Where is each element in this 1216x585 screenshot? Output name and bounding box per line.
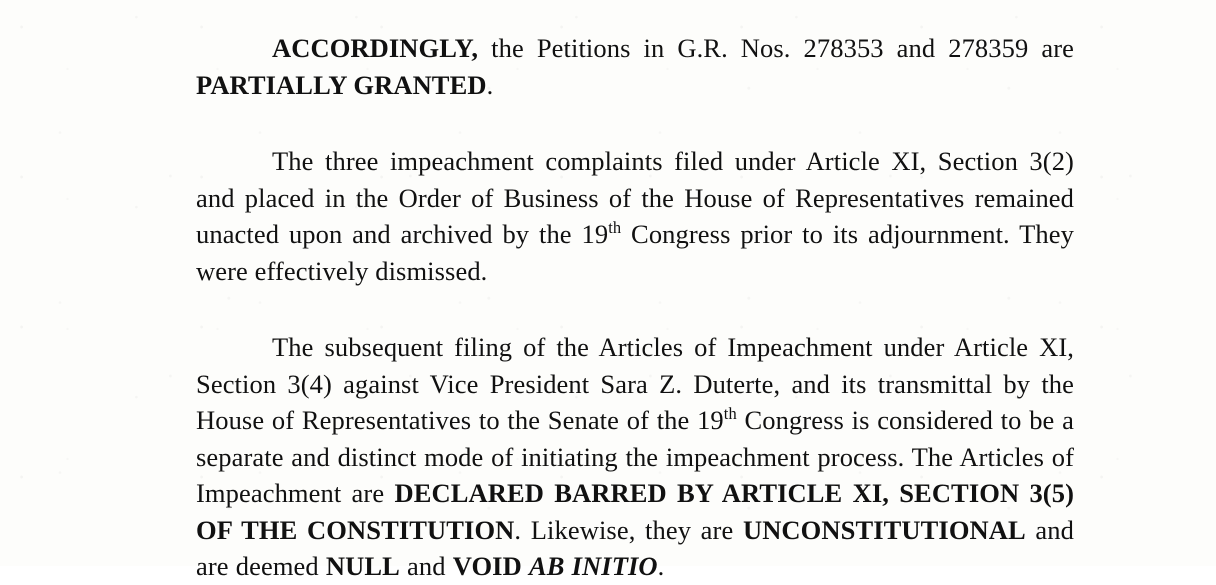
paragraph-three-complaints: [196, 143, 1074, 289]
ab-initio-text: AB INITIO: [528, 551, 658, 581]
accordingly-lead-in: ACCORDINGLY,: [272, 33, 479, 63]
unconstitutional-text: UNCONSTITUTIONAL: [742, 514, 1026, 545]
final-period: .: [657, 551, 665, 581]
petitions-text: the Petitions in G.R. Nos. 278353 and 278359 are: [478, 33, 1074, 63]
deemed-text: and are deemed: [196, 514, 1074, 581]
ordinal-suffix-19th-second: th: [723, 404, 737, 424]
document-text-block: [196, 30, 1074, 585]
paragraph-accordingly: [196, 30, 1074, 103]
paragraph-subsequent-filing: [196, 329, 1074, 585]
three-complaints-text-part2: Congress prior to its adjournment. They were effectively dismissed.: [196, 219, 1074, 286]
partially-granted-text: PARTIALLY GRANTED: [196, 69, 487, 100]
subsequent-filing-text-part1: The subsequent filing of the Articles of Impeachment under Article XI, Section 3(4) against Vice President Sara Z. Duterte, and its transmittal by the House of Representatives to the Senate of the 19: [196, 332, 1074, 435]
declared-barred-text: DECLARED BARRED BY ARTICLE XI, SECTION 3(5) OF THE CONSTITUTION: [196, 478, 1074, 545]
and-conjunction: and: [399, 551, 453, 581]
void-text: VOID: [452, 551, 529, 581]
subsequent-filing-text-part2: Congress is considered to be a separate and distinct mode of initiating the impeachment process. The Articles of Impeachment are: [196, 405, 1074, 508]
likewise-text: . Likewise, they are: [514, 514, 743, 545]
ordinal-suffix-19th-first: th: [608, 218, 622, 238]
accordingly-period: .: [486, 69, 494, 100]
null-text: NULL: [325, 551, 400, 581]
three-complaints-text-part1: The three impeachment complaints filed under Article XI, Section 3(2) and placed in the Order of Business of the House of Representatives remained unacted upon and archived by the 19: [196, 146, 1074, 249]
